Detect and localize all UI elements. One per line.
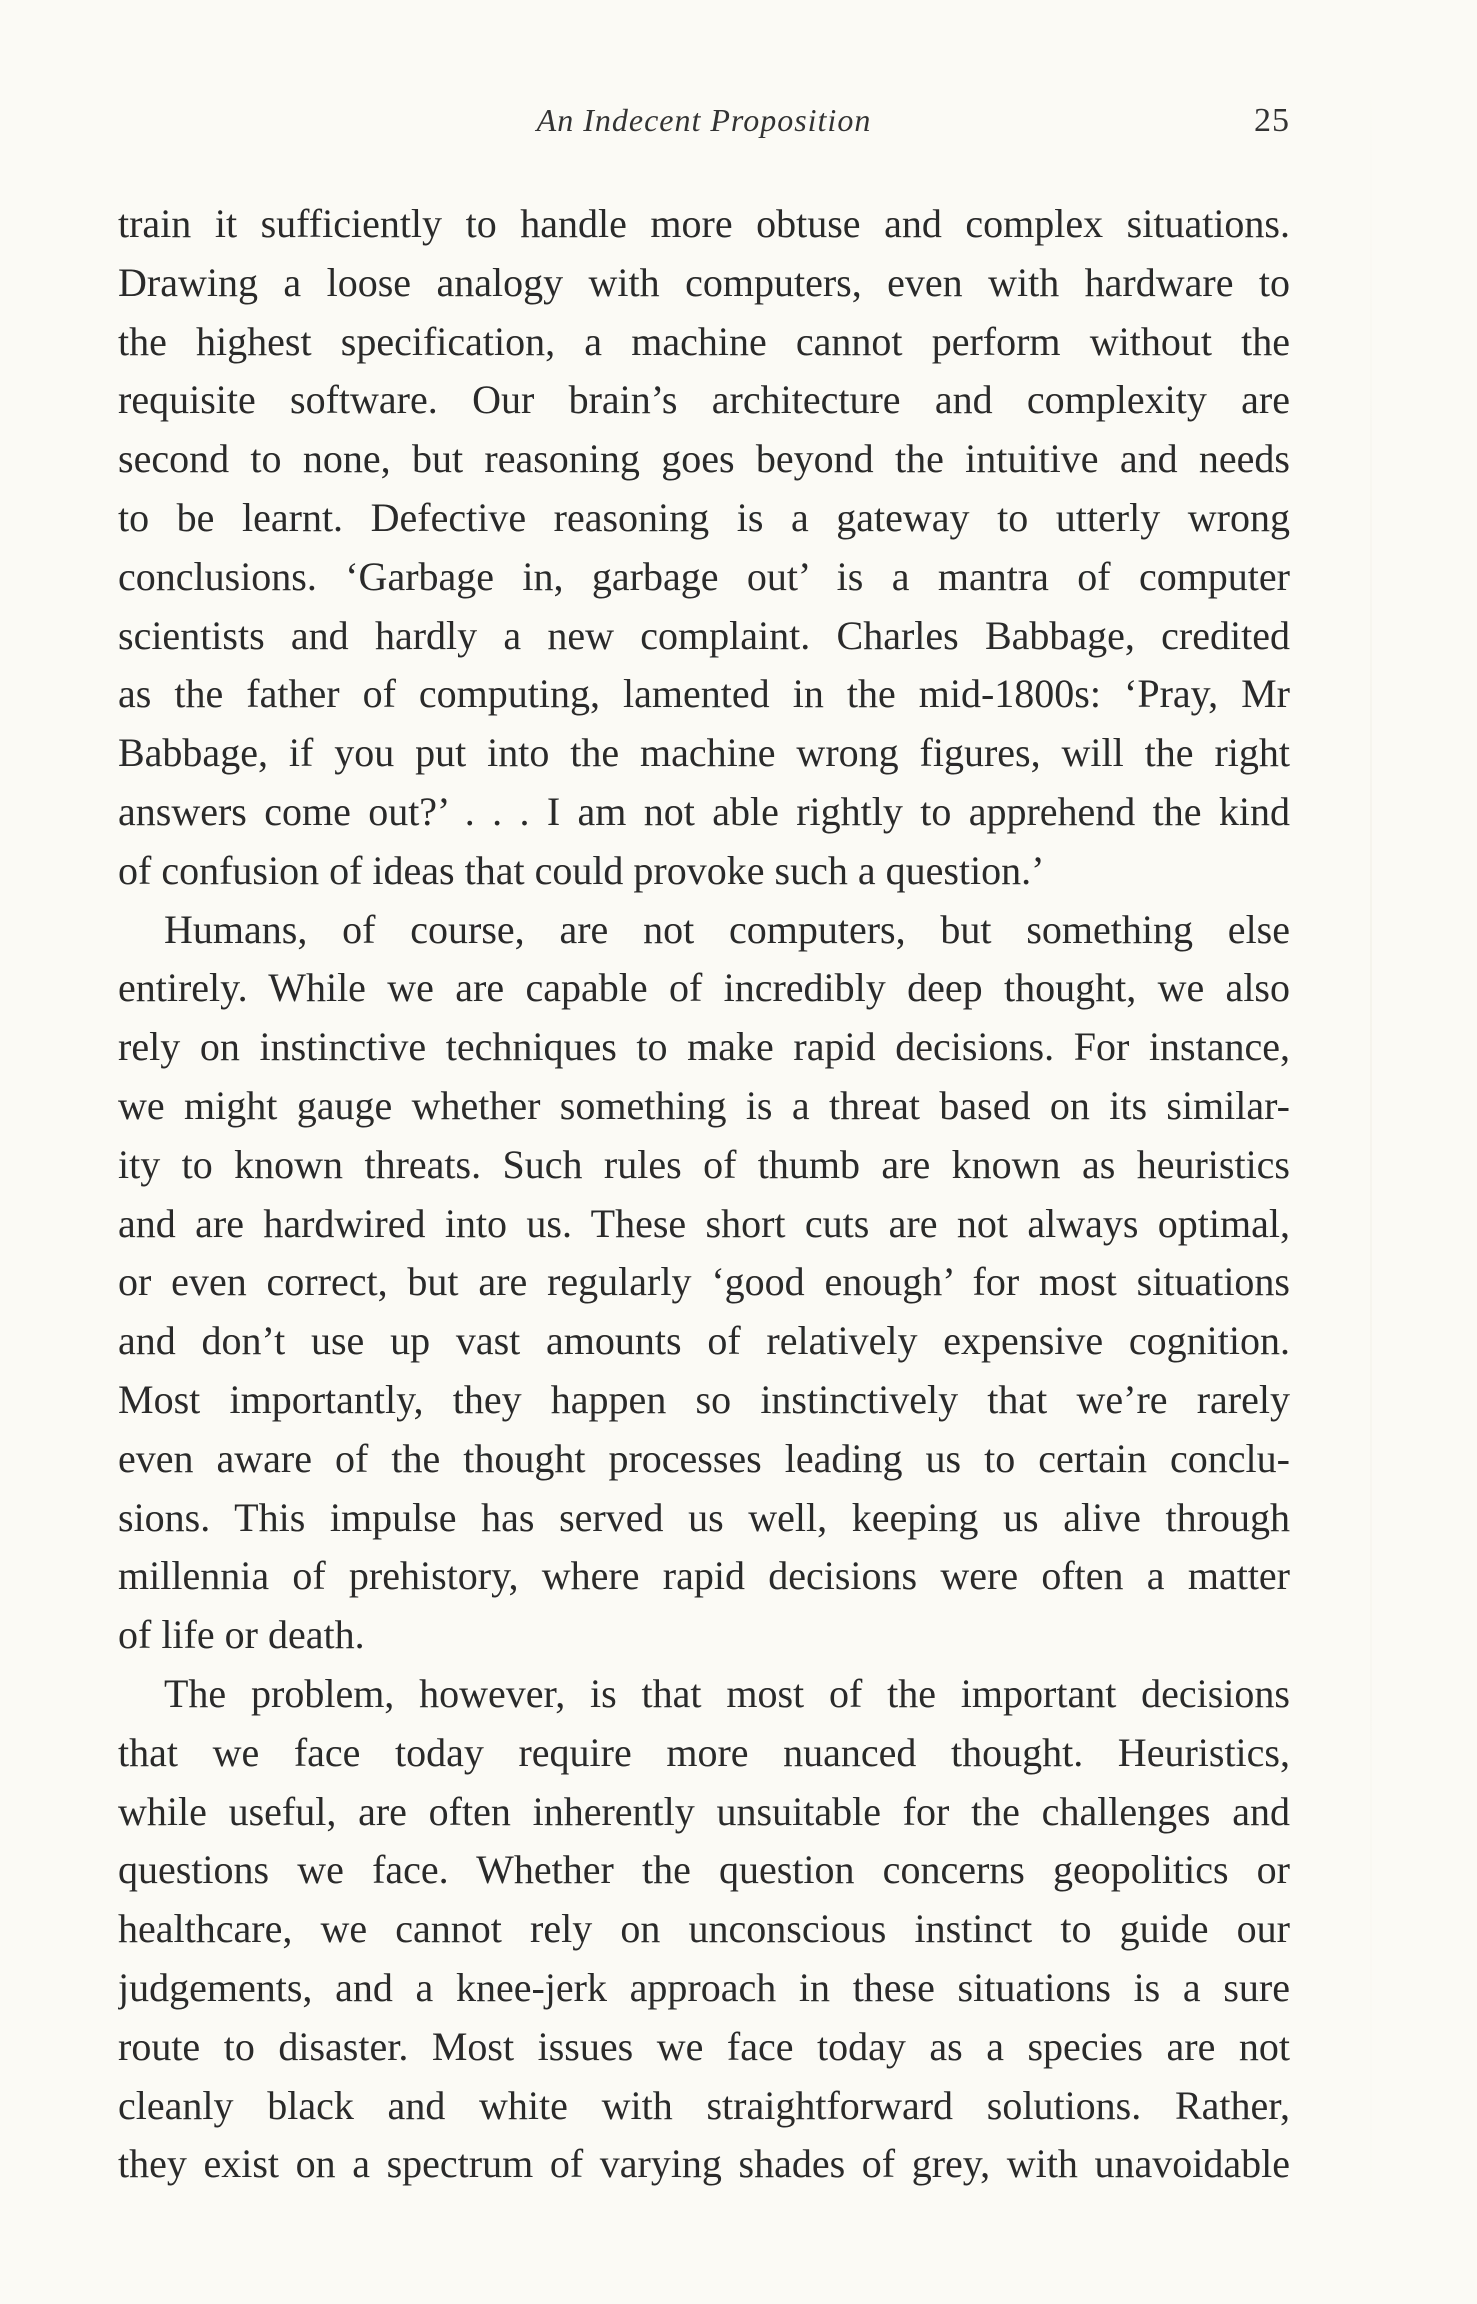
text-line: The problem, however, is that most of the important decisions — [164, 1670, 1290, 1716]
text-line: answers come out?’ . . . I am not able rightly to apprehend the kind — [118, 788, 1290, 834]
text-line: train it sufficiently to handle more obtuse and complex situations. — [118, 201, 1290, 246]
text-line: and are hardwired into us. These short cuts are not always optimal, — [118, 1200, 1290, 1246]
text-line: that we face today require more nuanced thought. Heuristics, — [118, 1729, 1290, 1775]
running-title: An Indecent Proposition — [536, 102, 872, 138]
text-line: they exist on a spectrum of varying shades of grey, with unavoidable — [118, 2141, 1290, 2187]
running-head — [118, 102, 1290, 150]
text-line: healthcare, we cannot rely on unconscious instinct to guide our — [118, 1906, 1290, 1952]
text-line: even aware of the thought processes leading us to certain conclu- — [118, 1435, 1290, 1481]
text-line: we might gauge whether something is a threat based on its similar- — [118, 1082, 1290, 1128]
text-line: while useful, are often inherently unsuitable for the challenges and — [118, 1788, 1290, 1834]
body-text — [118, 195, 1290, 2194]
text-line: rely on instinctive techniques to make rapid decisions. For instance, — [118, 1024, 1290, 1070]
text-line: the highest specification, a machine cannot perform without the — [118, 318, 1290, 364]
text-line: ity to known threats. Such rules of thumb are known as heuristics — [118, 1141, 1290, 1187]
text-line: as the father of computing, lamented in the mid-1800s: ‘Pray, Mr — [118, 671, 1290, 717]
text-line: sions. This impulse has served us well, keeping us alive through — [118, 1494, 1290, 1540]
text-line: of life or death. — [118, 1612, 365, 1658]
text-line: Most importantly, they happen so instinctively that we’re rarely — [118, 1376, 1290, 1422]
text-line: or even correct, but are regularly ‘good enough’ for most situations — [118, 1259, 1290, 1305]
text-line: judgements, and a knee-jerk approach in these situations is a sure — [118, 1964, 1290, 2010]
text-line: questions we face. Whether the question concerns geopolitics or — [118, 1847, 1290, 1893]
text-line: Babbage, if you put into the machine wrong figures, will the right — [118, 730, 1290, 776]
text-line: of confusion of ideas that could provoke such a question.’ — [118, 847, 1045, 893]
page-number: 25 — [1254, 102, 1290, 139]
text-line: and don’t use up vast amounts of relatively expensive cognition. — [118, 1318, 1290, 1364]
text-line: route to disaster. Most issues we face today as a species are not — [118, 2023, 1290, 2069]
text-line: Humans, of course, are not computers, but something else — [164, 906, 1290, 952]
text-line: conclusions. ‘Garbage in, garbage out’ is a mantra of computer — [118, 553, 1290, 599]
text-line: scientists and hardly a new complaint. Charles Babbage, credited — [118, 612, 1290, 658]
text-line: cleanly black and white with straightforward solutions. Rather, — [118, 2082, 1290, 2128]
scan-shadow — [1370, 60, 1372, 2260]
text-line: entirely. While we are capable of incredibly deep thought, we also — [118, 965, 1290, 1011]
text-line: Drawing a loose analogy with computers, even with hardware to — [118, 259, 1290, 305]
text-line: to be learnt. Defective reasoning is a gateway to utterly wrong — [118, 494, 1290, 540]
text-line: millennia of prehistory, where rapid decisions were often a matter — [118, 1553, 1290, 1599]
text-line: requisite software. Our brain’s architecture and complexity are — [118, 377, 1290, 423]
text-line: second to none, but reasoning goes beyond the intuitive and needs — [118, 436, 1290, 482]
